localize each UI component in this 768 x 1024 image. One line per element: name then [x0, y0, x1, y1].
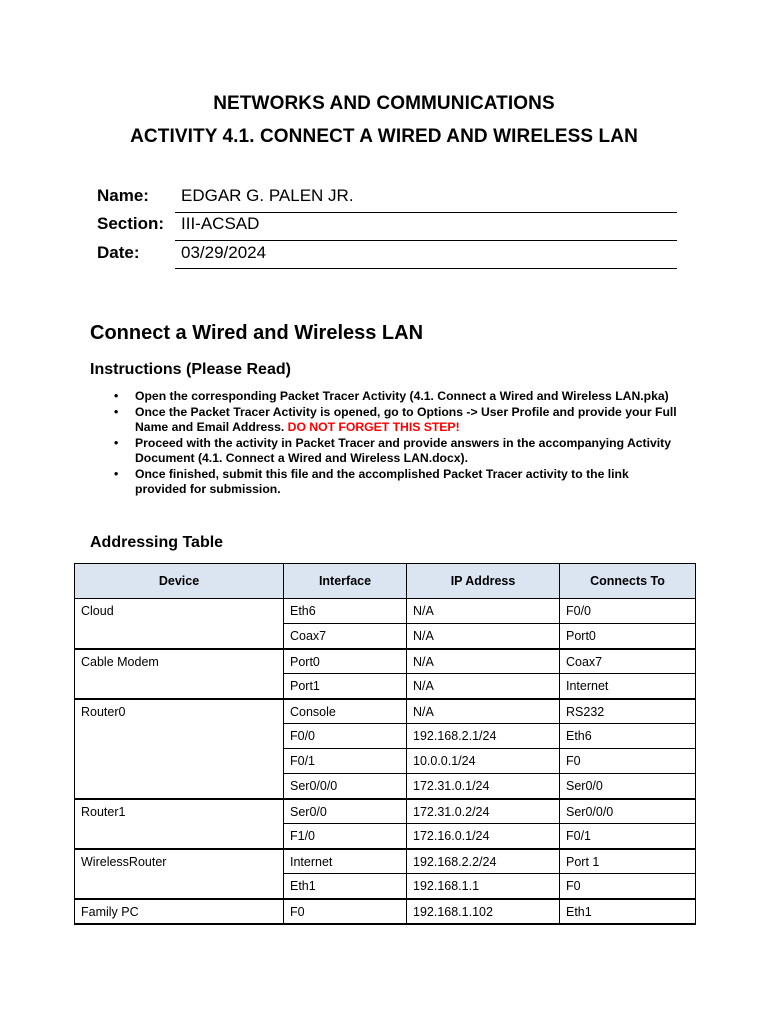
name-row: [97, 186, 677, 212]
connects-to-cell: F0: [560, 749, 696, 774]
section-value: III-ACSAD: [181, 214, 260, 233]
name-label: Name:: [97, 186, 149, 205]
section-heading: Connect a Wired and Wireless LAN: [90, 322, 424, 344]
interface-cell: Eth6: [284, 599, 407, 624]
connects-to-cell: Ser0/0: [560, 774, 696, 799]
connects-to-cell: Eth1: [560, 899, 696, 924]
ip-address-cell: 192.168.1.1: [407, 874, 560, 899]
bullet-icon: •: [114, 404, 119, 419]
connects-to-cell: Ser0/0/0: [560, 799, 696, 824]
interface-cell: Eth1: [284, 874, 407, 899]
instruction-item: [114, 404, 680, 436]
ip-address-cell: N/A: [407, 674, 560, 699]
instruction-text: Open the corresponding Packet Tracer Activity (4.1. Connect a Wired and Wireless LAN.pka): [135, 389, 669, 403]
table-header-row: [75, 564, 696, 599]
column-header-interface: Interface: [284, 564, 407, 599]
date-row: [97, 243, 677, 269]
interface-cell: F0/1: [284, 749, 407, 774]
ip-address-cell: N/A: [407, 649, 560, 674]
name-value: EDGAR G. PALEN JR.: [181, 186, 354, 205]
column-header-device: Device: [75, 564, 284, 599]
date-underline: [175, 268, 677, 269]
date-label: Date:: [97, 243, 140, 262]
table-row: [75, 699, 696, 724]
ip-address-cell: 172.31.0.1/24: [407, 774, 560, 799]
activity-title: ACTIVITY 4.1. CONNECT A WIRED AND WIRELESS LAN: [130, 126, 638, 147]
interface-cell: Internet: [284, 849, 407, 874]
ip-address-cell: 192.168.1.102: [407, 899, 560, 924]
device-cell: Cable Modem: [75, 649, 284, 699]
connects-to-cell: RS232: [560, 699, 696, 724]
device-cell: Router1: [75, 799, 284, 849]
name-underline: [175, 212, 677, 213]
instruction-item: [114, 466, 680, 498]
instruction-text: Proceed with the activity in Packet Tracer and provide answers in the accompanying Activity Document (4.1. Connect a Wired and Wireless LAN.docx).: [135, 435, 671, 465]
ip-address-cell: N/A: [407, 699, 560, 724]
ip-address-cell: N/A: [407, 599, 560, 624]
ip-address-cell: 172.31.0.2/24: [407, 799, 560, 824]
column-header-ip-address: IP Address: [407, 564, 560, 599]
ip-address-cell: 172.16.0.1/24: [407, 824, 560, 849]
device-cell: Router0: [75, 699, 284, 799]
interface-cell: Ser0/0/0: [284, 774, 407, 799]
connects-to-cell: Coax7: [560, 649, 696, 674]
instruction-text: Once finished, submit this file and the accomplished Packet Tracer activity to the link provided for submission.: [135, 466, 629, 496]
device-cell: Family PC: [75, 899, 284, 924]
interface-cell: Port1: [284, 674, 407, 699]
interface-cell: F1/0: [284, 824, 407, 849]
instructions-heading: Instructions (Please Read): [90, 361, 291, 378]
ip-address-cell: 192.168.2.1/24: [407, 724, 560, 749]
connects-to-cell: Internet: [560, 674, 696, 699]
ip-address-cell: 10.0.0.1/24: [407, 749, 560, 774]
ip-address-cell: N/A: [407, 624, 560, 649]
device-cell: Cloud: [75, 599, 284, 649]
instruction-item: [114, 389, 680, 405]
connects-to-cell: Port 1: [560, 849, 696, 874]
table-row: [75, 849, 696, 874]
table-row: [75, 649, 696, 674]
connects-to-cell: F0/1: [560, 824, 696, 849]
bullet-icon: •: [114, 466, 119, 481]
section-label: Section:: [97, 214, 165, 233]
interface-cell: Ser0/0: [284, 799, 407, 824]
course-title: NETWORKS AND COMMUNICATIONS: [213, 93, 555, 114]
connects-to-cell: Port0: [560, 624, 696, 649]
interface-cell: F0: [284, 899, 407, 924]
connects-to-cell: F0: [560, 874, 696, 899]
connects-to-cell: Eth6: [560, 724, 696, 749]
instruction-warning: DO NOT FORGET THIS STEP!: [287, 420, 460, 434]
instructions-list: [90, 389, 680, 498]
interface-cell: Port0: [284, 649, 407, 674]
column-header-connects-to: Connects To: [560, 564, 696, 599]
section-row: [97, 214, 677, 240]
instruction-item: [114, 435, 680, 467]
connects-to-cell: F0/0: [560, 599, 696, 624]
interface-cell: Coax7: [284, 624, 407, 649]
section-underline: [175, 240, 677, 241]
interface-cell: Console: [284, 699, 407, 724]
bullet-icon: •: [114, 389, 119, 403]
interface-cell: F0/0: [284, 724, 407, 749]
table-row: [75, 799, 696, 824]
table-row: [75, 599, 696, 624]
table-body: [75, 599, 696, 924]
addressing-table: [74, 563, 696, 925]
device-cell: WirelessRouter: [75, 849, 284, 899]
addressing-table-heading: Addressing Table: [90, 534, 224, 551]
date-value: 03/29/2024: [181, 243, 267, 262]
bullet-icon: •: [114, 435, 119, 450]
ip-address-cell: 192.168.2.2/24: [407, 849, 560, 874]
instruction-text: Once the Packet Tracer Activity is opened, go to Options -> User Profile and provide your Full Name and Email Address.: [135, 404, 677, 434]
table-row: [75, 899, 696, 924]
